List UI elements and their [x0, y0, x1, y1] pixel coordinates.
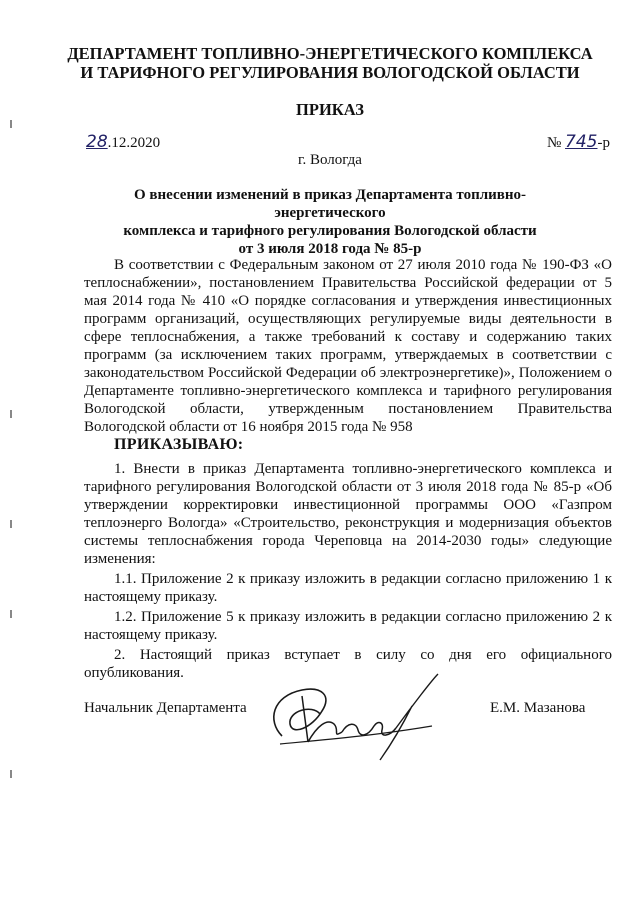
date-day-handwritten: 28: [86, 132, 108, 152]
document-number: [547, 132, 610, 152]
margin-mark: [10, 520, 12, 528]
subject-line-1: О внесении изменений в приказ Департамента топливно-энергетического: [133, 187, 527, 221]
subject-line-3: от 3 июля 2018 года № 85-р: [238, 241, 422, 257]
order-item-2: 2. Настоящий приказ вступает в силу со дня его официального опубликования.: [84, 647, 612, 681]
order-item-1-2: 1.2. Приложение 5 к приказу изложить в редакции согласно приложению 2 к настоящему приказу.: [84, 609, 612, 643]
document-subject: [80, 186, 580, 258]
department-header: [60, 44, 600, 82]
number-prefix: №: [546, 135, 562, 151]
signatory-name: Е.М. Мазанова: [490, 700, 586, 716]
signatory-position: Начальник Департамента: [84, 700, 247, 716]
preamble-paragraph: В соответствии с Федеральным законом от 27 июля 2010 года № 190-ФЗ «О теплоснабжении», постановлением Правительства Российской федерации от 5 мая 2014 года № 410 «О порядке согласования и утверждения инвестиционных программ организаций, осуществляющих регулируемые виды деятельности в сфере теплоснабжения, а также требований к составу и содержанию таких программ (за исключением таких программ, утверждаемых в соответствии с законодательством Российской Федерации об электроэнергетике)», Положением о Департаменте топливно-энергетического комплекса и тарифного регулирования Вологодской области, утвержденным постановлением Правительства Вологодской области от 16 ноября 2015 года № 958: [84, 257, 612, 435]
handwritten-signature: [262, 666, 442, 762]
order-item-1: 1. Внести в приказ Департамента топливно-энергетического комплекса и тарифного регулирования Вологодской области от 3 июля 2018 года № 85-р «Об утверждении корректировки инвестиционной программы ООО «Газпром теплоэнерго Вологда» «Строительство, реконструкция и модернизация объектов системы теплоснабжения города Череповца на 2014-2030 годы» следующие изменения:: [84, 461, 612, 567]
subject-line-2: комплекса и тарифного регулирования Вологодской области: [123, 223, 537, 239]
document-date: [86, 132, 160, 152]
number-handwritten: 745: [565, 132, 598, 152]
margin-mark: [10, 120, 12, 128]
header-line-2: И ТАРИФНОГО РЕГУЛИРОВАНИЯ ВОЛОГОДСКОЙ ОБЛАСТИ: [80, 63, 580, 82]
order-item-1-1: 1.1. Приложение 2 к приказу изложить в редакции согласно приложению 1 к настоящему приказу.: [84, 571, 612, 605]
document-type: ПРИКАЗ: [296, 100, 364, 119]
order-word: ПРИКАЗЫВАЮ:: [114, 436, 244, 453]
header-line-1: ДЕПАРТАМЕНТ ТОПЛИВНО-ЭНЕРГЕТИЧЕСКОГО КОМПЛЕКСА: [67, 44, 593, 63]
city: г. Вологда: [298, 152, 362, 168]
margin-mark: [10, 410, 12, 418]
date-rest: .12.2020: [107, 135, 161, 151]
document-body: [84, 256, 612, 682]
number-suffix: -р: [597, 135, 610, 151]
margin-mark: [10, 610, 12, 618]
margin-mark: [10, 770, 12, 778]
